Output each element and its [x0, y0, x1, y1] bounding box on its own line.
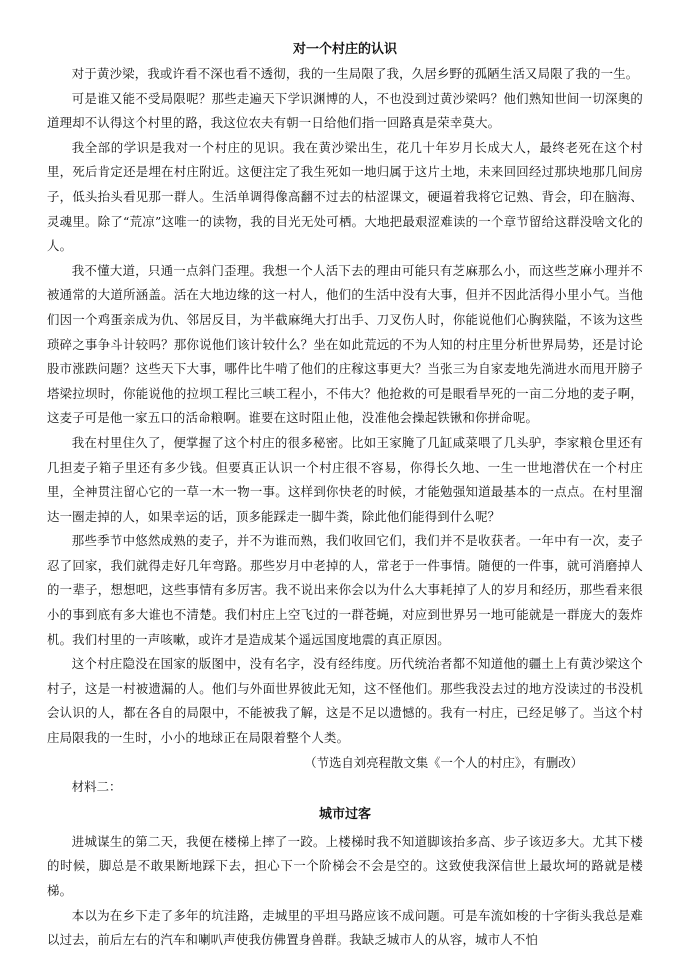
article-title-1: 对一个村庄的认识: [292, 42, 397, 57]
paragraph: 本以为在乡下走了多年的坑洼路，走城里的平坦马路应该不成问题。可是车流如梭的十字街头我总是难以过去，前后左右的汽车和喇叭声使我仿佛置身兽群。我缺乏城市人的从容，城市人不怕: [47, 907, 643, 948]
paragraph: 这个村庄隐没在国家的版图中，没有名字，没有经纬度。历代统治者都不知道他的疆土上有黄沙梁这个村子，这是一村被遗漏的人。他们与外面世界彼此无知，这不怪他们。那些我没去过的地方没读过的书没机会认识的人，都在各自的局限中，不能被我了解，这是不足以遗憾的。我有一村庄，已经足够了。当这个村庄局限我的一生时，小小的地球正在局限着整个人类。: [47, 656, 643, 746]
material-label: 材料二：: [71, 779, 122, 795]
paragraph: 对于黄沙梁，我或许看不深也看不透彻，我的一生局限了我，久居乡野的孤陋生活又局限了我的一生。: [71, 66, 639, 81]
paragraph: 我在村里住久了，便掌握了这个村庄的很多秘密。比如王家腌了几缸咸菜喂了几头驴，李家粮仓里还有几担麦子箱子里还有多少钱。但要真正认识一个村庄很不容易，你得长久地、一生一世地潜伏在一个村庄里，全神贯注留心它的一草一木一物一事。这样到你快老的时候，才能勉强知道最基本的一点点。在村里溜达一圈走掉的人，如果幸运的话，顶多能踩走一脚牛粪，除此他们能得到什么呢？: [47, 434, 643, 524]
article-title-2: 城市过客: [318, 806, 371, 822]
document-page: [47, 40, 643, 953]
paragraph: 我全部的学识是我对一个村庄的见识。我在黄沙梁出生，花几十年岁月长成大人，最终老死在这个村里，死后肯定还是埋在村庄附近。这便注定了我生死如一地归属于这片土地，未来回回经过那块地那几间房子，低头抬头看见那一群人。生活单调得像高翻不过去的枯涩课文，硬逼着我将它记熟、背会，印在脑海、灵魂里。除了“荒凉”这唯一的读物，我的目光无处可栖。大地把最艰涩难读的一个章节留给这群没啥文化的人。: [47, 139, 643, 254]
paragraph: 可是谁又能不受局限呢？那些走遍天下学识渊博的人，不也没到过黄沙梁吗？他们熟知世间一切深奥的道理却不认得这个村里的路，我这位农夫有朝一日给他们指一回路真是荣幸莫大。: [47, 90, 643, 131]
paragraph: 我不懂大道，只通一点斜门歪理。我想一个人活下去的理由可能只有芝麻那么小，而这些芝麻小理并不被通常的大道所涵盖。活在大地边缘的这一村人，他们的生活中没有大事，但并不因此活得小里小气。当他们因一个鸡蛋亲成为仇、邻居反目，为半截麻绳大打出手、刀叉伤人时，你能说他们心胸狭隘，不该为这些琐碎之事争斗计较吗？那你说他们该计较什么？坐在如此荒远的不为人知的村庄里分析世界局势，还是讨论股市涨跌问题？这些天下大事，哪件比牛啃了他们的庄稼这事更大？当张三为自家麦地先淌进水而甩开膀子塔梁拉坝时，你能说他的拉坝工程比三峡工程小，不伟大？他抢救的可是眼看旱死的一亩二分地的麦子啊，这麦子可是他一家五口的活命粮啊。谁要在这时阻止他，没准他会操起铁锹和你拼命呢。: [47, 262, 643, 426]
source-note: （节选自刘亮程散文集《一个人的村庄》，有删改）: [304, 754, 583, 770]
paragraph: 那些季节中悠然成熟的麦子，并不为谁而熟，我们收回它们，我们并不是收获者。一年中有一次，麦子忍了回家，我们就得走好几年弯路。那些岁月中老掉的人，常老于一件事情。随便的一件事，就可消磨掉人的一辈子，想想吧，这些事情有多厉害。我不说出来你会以为什么大事耗掉了人的岁月和经历，那些看来很小的事到底有多大谁也不清楚。我们村庄上空飞过的一群苍蝇，对应到世界另一地可能就是一群庞大的轰炸机。我们村里的一声咳嗽，或许才是造成某个遥远国度地震的真正原因。: [47, 533, 643, 647]
paragraph: 进城谋生的第二天，我便在楼梯上摔了一跤。上楼梯时我不知道脚该抬多高、步子该迈多大。尤其下楼的时候，脚总是不敢果断地踩下去，担心下一个阶梯会不会是空的。这致使我深信世上最坎坷的路就是楼梯。: [47, 833, 643, 898]
